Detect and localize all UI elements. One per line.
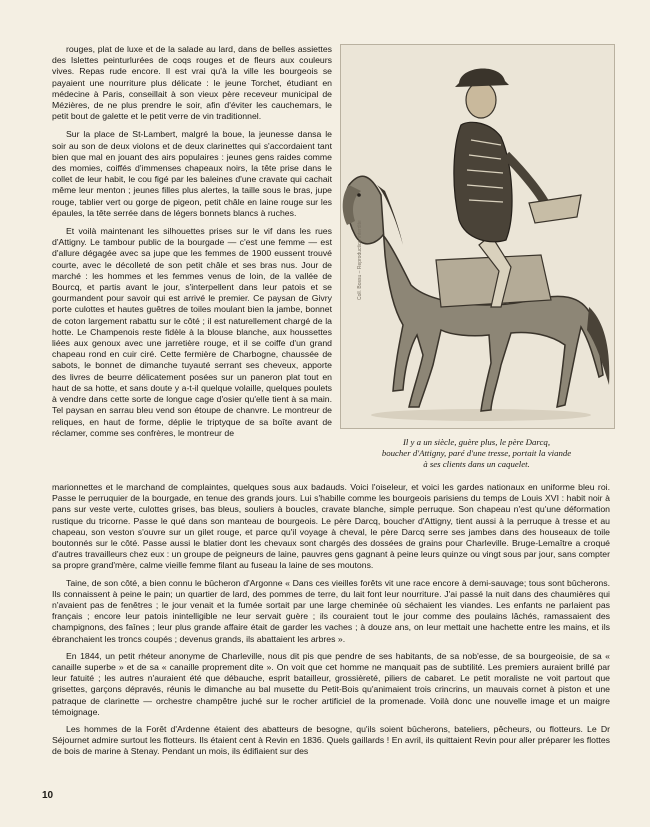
body-paragraph: Sur la place de St-Lambert, malgré la boue, la jeunesse dansa le soir au son de deux violons et de deux clarinettes qui s'accordaient tant bien que mal en jouant des airs populaires : jeunes gens raides comme des momies, coiffés d'immenses chapeaux noirs, la tête prise dans le collet de leur habit, le cou figé par les baleines d'une cravate qui cachait même leur menton ; jeunes filles plus alertes, la taille sous le bras, jupe rouge, tablier vert ou gorge de pigeon, petit châle en laine rouge sur les épaules, la tête serrée dans de légers bonnets blancs à ruches. bbox=[52, 129, 332, 218]
full-width-text bbox=[52, 482, 610, 764]
page-number: 10 bbox=[42, 790, 54, 801]
caption-line: boucher d'Attigny, paré d'une tresse, portait la viande bbox=[381, 447, 572, 458]
image-credit: Coll. Bossu – Reproduction interdite bbox=[357, 220, 363, 300]
body-paragraph: marionnettes et le marchand de complaintes, quelques sous aux badauds. Voici l'oiseleur, et voici les gardes nationaux en uniforme bleu roi. Passe le perruquier de la bourgade, en tenue des grands jours. Lui s'habille comme les bourgeois parisiens du temps de Louis XVI : habit noir à pans sur veste verte, culottes grises, bas bleus, souliers à boucles, cravate blanche, simple perruque. Son chapeau n'est qu'une déformation rustique du tricorne. Passe le qué dans son manteau de bourgeois. Le père Darcq, boucher d'Attigny, tient aussi à la perruque à tresse et au chapeau, son veston s'ouvre sur un gilet rouge, et parce qu'il voyage à cheval, le père Darcq serre ses jambes dans des houseaux de toile boutonnés sur le côté. Passe aussi le blatier dont les chevaux sont chargés des dossées de grains pour Charleville. Bruge-Lemaître a croqué d'autres travailleurs chez eux : un groupe de peigneurs de laine, pauvres gens gagnant à peine leurs quinze ou vingt sous par jour, sans compter sa propre grand'mère, calme vieille femme filant au fuseau la laine de ses moutons. bbox=[52, 482, 610, 571]
caption-line: à ses clients dans un caquelet. bbox=[423, 458, 530, 469]
left-text-column bbox=[52, 44, 332, 446]
body-paragraph: Les hommes de la Forêt d'Ardenne étaient des abatteurs de besogne, qu'ils soient bûcherons, bateliers, pêcheurs, ou flotteurs. Le Dr Séjournet admire surtout les flotteurs. Ils étaient cent à Revin en 1836. Quels gaillards ! En avril, ils quittaient Revin pour aller préparer les flottes de bois de marine à Stenay. Pendant un mois, ils édifiaient sur des bbox=[52, 724, 610, 757]
caption-line: Il y a un siècle, guère plus, le père Darcq, bbox=[402, 437, 551, 447]
horseman-illustration bbox=[340, 44, 615, 429]
body-paragraph: Et voilà maintenant les silhouettes prises sur le vif dans les rues d'Attigny. Le tambour public de la bourgade — c'est une femme — est d'allure dégagée avec sa jupe que les femmes de 1900 eussent trouvé courte, avec le décolleté de son petit châle et ses bras nus. Jour de marché : les hommes et les femmes venus de loin, de la vallée de Bourcq, et partis avant le jour, s'interpellent dans leur patois et se gourmandent pour savoir qui est arrivé le premier. Ce paysan de Givry porte culottes et hautes guêtres de toiles moulant bien la jambe, bonnet de coton largement rabattu sur le côté ; il est naturellement chargé de la hotte. Le Champenois reste fidèle à la blouse blanche, aux houssettes liées aux genoux avec une jarretière rouge, et il se coiffe d'un grand chapeau rond en cuir ciré. Cette fermière de Charbogne, chaussée de sabots, le bonnet de dimanche tuyauté serrant ses cheveux, apporte des livres de beurre délicatement posées sur un paneron plat tout en haut de sa hotte, et sans doute y a-t-il quelque volaille, quelques poulets à vendre dans cette sorte de longue cage d'osier qu'elle tient à sa main. Tel paysan en sarrau bleu vend son étoupe de chanvre. Le montreur de reliques, en haut de forme, déplie le triptyque de sa boîte avant de réclamer, comme ses confrères, le montreur de bbox=[52, 226, 332, 438]
body-paragraph: En 1844, un petit rhéteur anonyme de Charleville, nous dit pis que pendre de ses habitants, de sa nob'esse, de sa bourgeoisie, de sa « canaille superbe » et de sa « canaille proprement dite ». On voit que cet homme ne manquait pas de subtilité. Les premiers auraient brillé par leur fatuité ; les autres n'auraient été que débauche, esprit batailleur, grossièreté, piliers de cabaret. Le petit moraliste ne voit partout que grisettes, garçons dépravés, réunis le dimanche au bal musette du Petit-Bois qu'animaient trois crincrins, un mauvais cornet à piston et une patraque de clarinette — orchestre champêtre juché sur le rocher artificiel de la promenade. Voilà donc une nouvelle image et un maigre témoignage. bbox=[52, 650, 610, 717]
illustration-caption bbox=[340, 437, 613, 469]
horseman-drawing bbox=[341, 45, 614, 428]
body-paragraph: rouges, plat de luxe et de la salade au lard, dans de belles assiettes des Islettes peinturlurées de coqs rouges et de fleurs aux couleurs vives. Repas rude encore. Il est vrai qu'à la ville les bourgeois se payaient une nourriture plus délicate : le jeune Torchet, étudiant en médecine à Paris, conseillait à son vieux père receveur municipal de Mézières, de ne plus prendre le soir, afin d'éviter les cauchemars, le petit bout de galette et le petit verre de vin traditionnel. bbox=[52, 44, 332, 122]
body-paragraph: Taine, de son côté, a bien connu le bûcheron d'Argonne « Dans ces vieilles forêts vit une race encore à demi-sauvage; tous sont bûcherons. Ils connaissent à peine le pain; un quartier de lard, des pommes de terre, du lait font leur nourriture. J'ai passé la nuit dans des chaumières qui n'avaient pas de fenêtres ; le jour venait et la fumée sortait par une large cheminée où séchaient les viandes. Les enfants ne parlaient pas français ; encore leur patois inintelligible ne leur servait guère ; ils couraient tout le jour comme des poulains lâchés, ramassaient des champignons, des faînes ; leur plus grande affaire était de garder les vaches ; à douze ans, on leur mettait une hachette entre les mains, et ils ébranchaient les troncs coupés ; devenus grands, ils abattaient les arbres ». bbox=[52, 577, 610, 644]
